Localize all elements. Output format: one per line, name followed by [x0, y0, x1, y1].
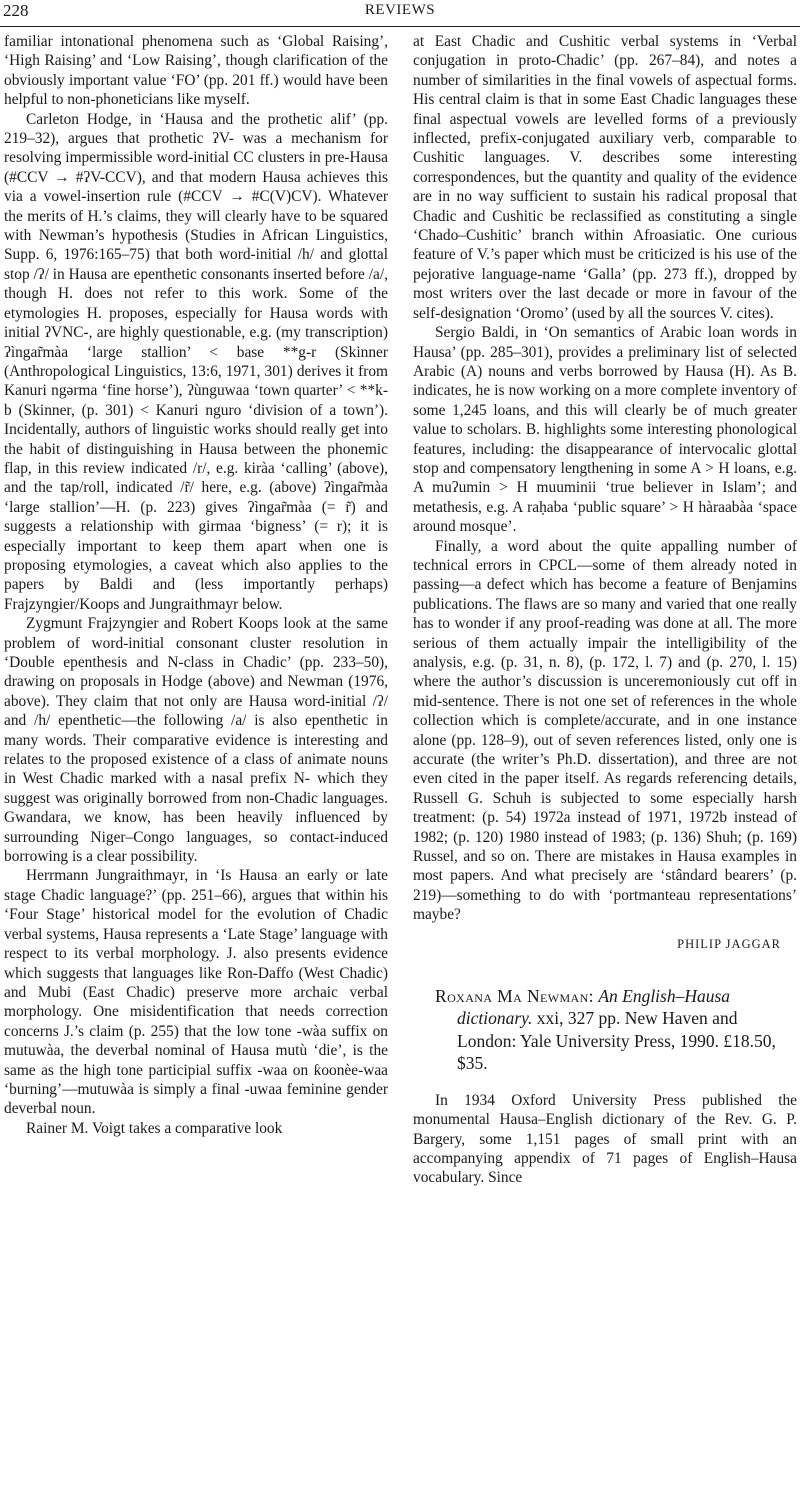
left-column	[4, 32, 388, 1138]
right-column	[413, 32, 797, 1188]
review-heading	[435, 985, 797, 1075]
paragraph: at East Chadic and Cushitic verbal systems in ‘Verbal conjugation in proto-Chadic’ (pp. 267–84), and notes a number of similarities in the final vowels of aspectual forms. His central claim is that in some East Chadic languages these final aspectual vowels are levelled forms of a previously inflected, prefix-conjugated auxiliary verb, comparable to Cushitic languages. V. describes some interesting correspondences, but the quantity and quality of the evidence are in no way sufficient to sustain his radical proposal that Chadic and Cushitic be reclassified as constituting a single ‘Chado–Cushitic’ branch within Afroasiatic. One curious feature of V.’s paper which must be criticized is his use of the pejorative language-name ‘Galla’ (pp. 273 ff.), dropped by most writers over the last decade or more in favour of the self-designation ‘Oromo’ (used by all the sources V. cites).	[413, 33, 797, 322]
page-number: 228	[3, 1, 29, 20]
paragraph: Rainer M. Voigt takes a comparative look	[26, 1119, 283, 1137]
running-head: REVIEWS	[364, 2, 436, 18]
paragraph: Zygmunt Frajzyngier and Robert Koops look at the same problem of word-initial consonant cluster resolution in ‘Double epenthesis and N-class in Chadic’ (pp. 233–50), drawing on proposals in Hodge (above) and Newman (1976, above). They claim that not only are Hausa word-initial /ʔ/ and /h/ epenthetic—the following /a/ is also epenthetic in many words. Their comparative evidence is interesting and relates to the proposed existence of a class of animate nouns in West Chadic marked with a nasal prefix N- which they suggest was originally borrowed from non-Chadic languages. Gwandara, we know, has been heavily influenced by surrounding Niger–Congo languages, so contact-induced borrowing is a clear possibility.	[4, 615, 388, 866]
reviewer-signature: PHILIP JAGGAR	[677, 936, 781, 951]
book-details: xxi, 327 pp. New Haven and London: Yale University Press, 1990. £18.50, $35.	[457, 1008, 776, 1074]
review-opening-paragraph: In 1934 Oxford University Press published the monumental Hausa–English dictionary of the Rev. G. P. Bargery, some 1,151 pages of small print with an accompanying appendix of 71 pages of English–Hausa vocabulary. Since	[413, 1091, 797, 1187]
header-rule	[0, 26, 800, 27]
paragraph: Carleton Hodge, in ‘Hausa and the prothetic alif’ (pp. 219–32), argues that prothetic ʔV- was a mechanism for resolving impermissible word-initial CC clusters in pre-Hausa (#CCV → #ʔV-CCV), and that modern Hausa achieves this via a vowel-insertion rule (#CCV → #C(V)CV). Whatever the merits of H.’s claims, they will clearly have to be squared with Newman’s hypothesis (Studies in African Linguistics, Supp. 6, 1976:165–75) that both word-initial /h/ and glottal stop /ʔ/ in Hausa are epenthetic consonants inserted before /a/, though H. does not refer to this work. Some of the etymologies H. proposes, especially for Hausa words with initial ʔVNC-, are highly questionable, e.g. (my transcription) ʔìngar̃màa ‘large stallion’ < base **g-r (Skinner (Anthropological Linguistics, 13:6, 1971, 301) derives it from Kanuri ngərma ‘fine horse’), ʔùnguwaa ‘town quarter’ < **k-b (Skinner, (p. 301) < Kanuri nguro ‘division of a town’). Incidentally, authors of linguistic works should really get into the habit of distinguishing in Hausa between the phonemic flap, in this review indicated /r/, e.g. kiràa ‘calling’ (above), and the tap/roll, indicated /r̃/ here, e.g. (above) ʔìngar̃màa ‘large stallion’—H. (p. 223) gives ʔìngar̃màa (= r̃) and suggests a relationship with girmaa ‘bigness’ (= r); it is especially important to keep them apart when one is proposing etymologies, a caveat which also applies to the papers by Baldi and (less importantly perhaps) Frajzyngier/Koops and Jungraithmayr below.	[4, 110, 388, 613]
paragraph: familiar intonational phenomena such as ‘Global Raising’, ‘High Raising’ and ‘Low Raising’, though clarification of the obviously important value ‘FO’ (pp. 201 ff.) would have been helpful to non-phoneticians like myself.	[4, 33, 388, 109]
paragraph: Sergio Baldi, in ‘On semantics of Arabic loan words in Hausa’ (pp. 285–301), provides a preliminary list of selected Arabic (A) nouns and verbs borrowed by Hausa (H). As B. indicates, he is now working on a more complete inventory of some 1,245 loans, and this will clearly be of much greater value to scholars. B. highlights some interesting phonological features, including: the disappearance of intervocalic glottal stop and compensatory lengthening in some A > H loans, e.g. A muʔumin > H muuminii ‘true believer in Islam’; and metathesis, e.g. A raḥaba ‘public square’ > H hàraabàa ‘space around mosque’.	[413, 324, 797, 536]
page-header	[0, 0, 800, 26]
book-title: An English–Hausa dictionary.	[457, 985, 731, 1029]
book-author: Roxana Ma Newman:	[435, 985, 594, 1006]
paragraph: Herrmann Jungraithmayr, in ‘Is Hausa an early or late stage Chadic language?’ (pp. 251–66), argues that within his ‘Four Stage’ historical model for the evolution of Chadic verbal systems, Hausa represents a ‘Late Stage’ language with respect to its verbal morphology. J. also presents evidence which suggests that languages like Ron-Daffo (West Chadic) and Mubi (East Chadic) preserve more archaic verbal morphology. One misidentification that needs correction concerns J.’s claim (p. 255) that the low tone -wàa suffix on mutuwàa, the deverbal nominal of Hausa mutù ‘die’, is the same as the high tone participial suffix -waa on ƙoonèe-waa ‘burning’—mutuwàa is simply a final -uwaa feminine gender deverbal noun.	[4, 867, 388, 1118]
paragraph: Finally, a word about the quite appalling number of technical errors in CPCL—some of them already noted in passing—a defect which has become a feature of Benjamins publications. The flaws are so many and varied that one really has to wonder if any proof-reading was done at all. The more serious of them actually impair the intelligibility of the analysis, e.g. (p. 31, n. 8), (p. 172, l. 7) and (p. 270, l. 15) where the author’s discussion is unceremoniously cut off in mid-sentence. There is not one set of references in the whole collection which is complete/accurate, and in one instance alone (pp. 128–9), out of seven references listed, only one is accurate (the writer’s Ph.D. dissertation), and three are not even cited in the paper itself. As regards referencing details, Russell G. Schuh is subjected to some especially harsh treatment: (p. 54) 1972a instead of 1971, 1972b instead of 1982; (p. 120) 1980 instead of 1983; (p. 136) Shuh; (p. 169) Russel, and so on. There are mistakes in Hausa examples in most papers. And what precisely are ‘stândard bearers’ (p. 219)—something to do with ‘portmanteau representations’ maybe?	[413, 537, 797, 924]
